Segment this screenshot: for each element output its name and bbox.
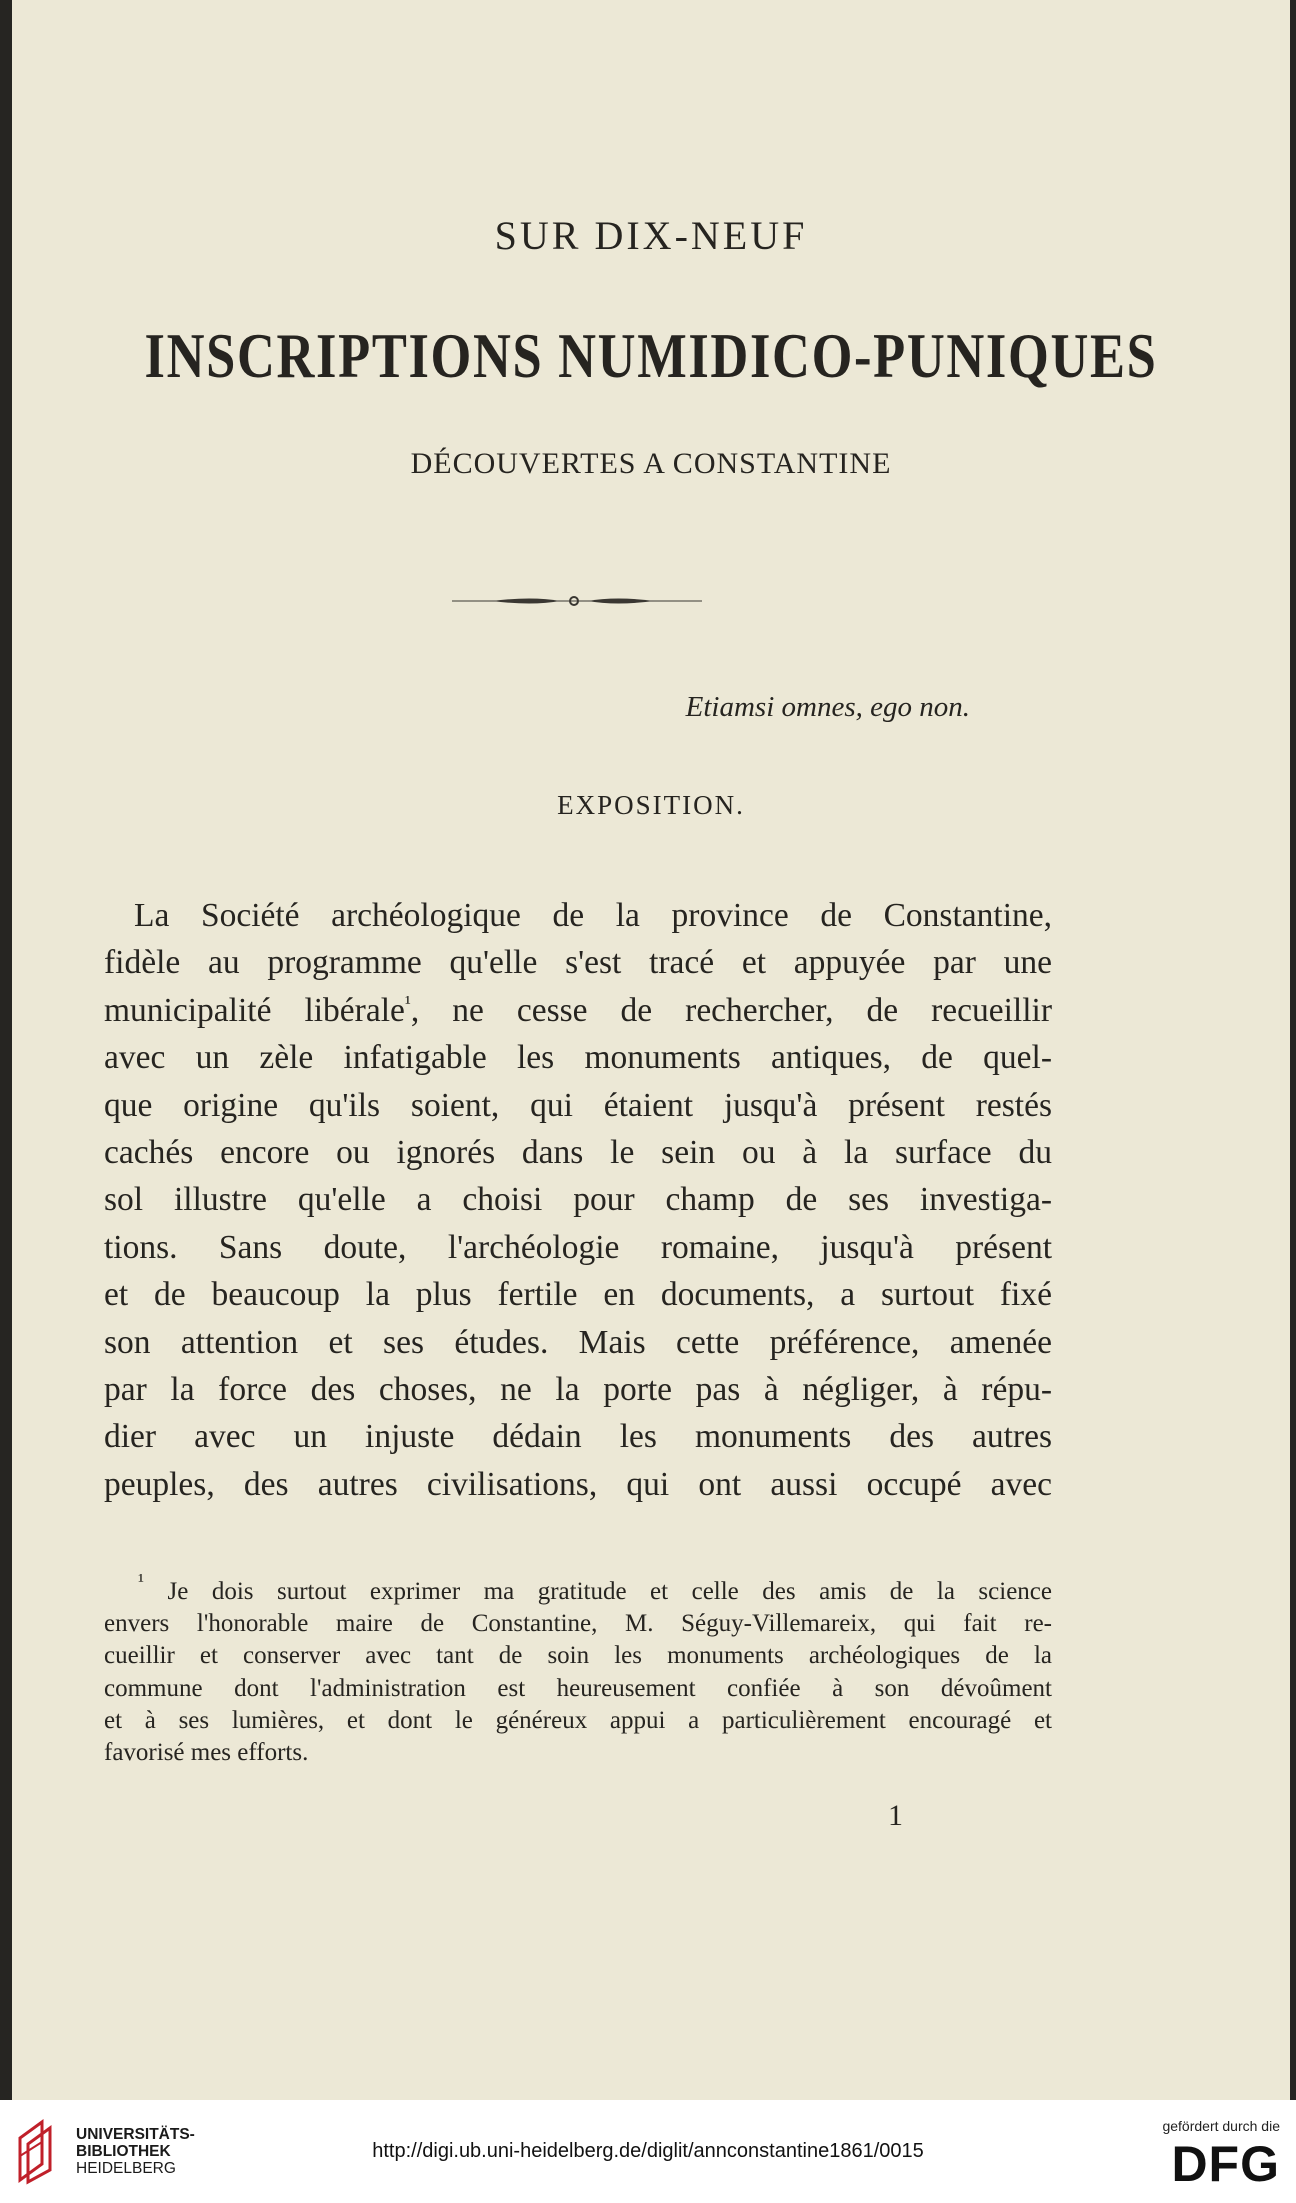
body-text [104,892,1052,1508]
body-line: par la force des choses, ne la porte pas à négliger, à répu- [104,1370,1052,1408]
pre-title: SUR DIX-NEUF [494,213,808,258]
footnote-line: envers l'honorable maire de Constantine, M. Séguy-Villemareix, qui fait re- [104,1610,1052,1638]
permalink-url[interactable]: http://digi.ub.uni-heidelberg.de/diglit/annconstantine1861/0015 [372,2140,924,2162]
footnote-line: et à ses lumières, et dont le généreux appui a particulièrement encouragé et [104,1706,1052,1734]
footnote-line: commune dont l'administration est heureusement confiée à son dévoûment [104,1674,1052,1702]
footnote [104,1570,1052,1769]
main-title: INSCRIPTIONS NUMIDICO-PUNIQUES [144,320,1158,391]
body-line: fidèle au programme qu'elle s'est tracé et appuyée par une [104,944,1052,982]
epigraph: Etiamsi omnes, ego non. [685,691,970,723]
body-line: La Société archéologique de la province de Constantine, [134,897,1052,934]
body-line: et de beaucoup la plus fertile en documents, a surtout fixé [104,1276,1052,1314]
body-line: que origine qu'ils soient, qui étaient jusqu'à présent restés [104,1086,1052,1124]
footnote-marker: ¹ [138,1570,144,1592]
library-name-line: UNIVERSITÄTS- [76,2126,195,2143]
subtitle: DÉCOUVERTES A CONSTANTINE [410,447,892,480]
body-line: son attention et ses études. Mais cette préférence, amenée [104,1323,1052,1361]
body-line: peuples, des autres civilisations, qui ont aussi occupé avec [104,1465,1052,1503]
footnote-line: cueillir et conserver avec tant de soin les monuments archéologiques de la [104,1642,1052,1670]
body-line [104,987,1052,1034]
body-line-part: , ne cesse de rechercher, de recueillir [410,991,1053,1029]
footnote-reference: ¹ [404,991,411,1014]
library-name-line: HEIDELBERG [76,2160,176,2177]
page-number: 1 [888,1799,903,1832]
funding-caption: gefördert durch die [1162,2118,1280,2134]
ornament-divider [12,590,1290,612]
footnote-line: favorisé mes efforts. [104,1738,309,1766]
footnote-line-text: Je dois surtout exprimer ma gratitude et celle des amis de la science [167,1578,1052,1605]
body-line: avec un zèle infatigable les monuments antiques, de quel- [104,1039,1052,1077]
body-line-part: municipalité libérale [104,991,405,1029]
funder-logo: DFG [1171,2136,1280,2192]
body-line: cachés encore ou ignorés dans le sein ou à la surface du [104,1133,1052,1171]
library-name-line: BIBLIOTHEK [76,2143,171,2160]
body-line: dier avec un injuste dédain les monuments des autres [104,1418,1052,1456]
page-paper [12,0,1290,2100]
body-line: sol illustre qu'elle a choisi pour champ de ses investiga- [104,1181,1052,1219]
body-line: tions. Sans doute, l'archéologie romaine, jusqu'à présent [104,1228,1052,1266]
footnote-line [104,1570,1052,1608]
section-heading: EXPOSITION. [557,790,745,820]
